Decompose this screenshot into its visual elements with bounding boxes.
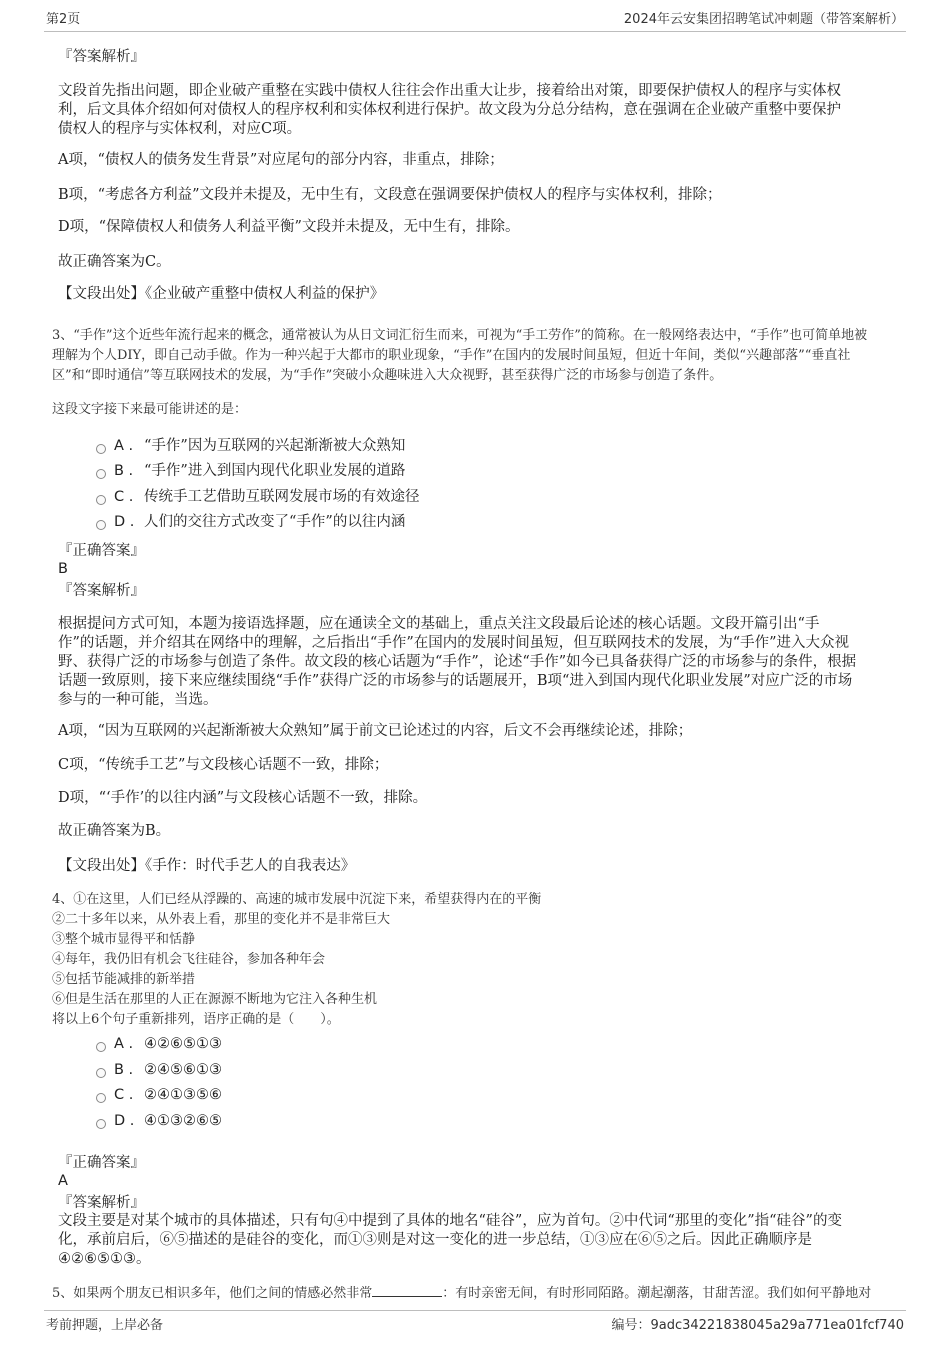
analysis-line: 文段首先指出问题，即企业破产重整在实践中债权人往往会作出重大让步，接着给出对策，即要保护债权人的程序与实体权 — [58, 83, 841, 99]
fill-in-blank — [372, 1282, 442, 1297]
stem-line: ②二十多年以来，从外表上看，那里的变化并不是非常巨大 — [52, 912, 391, 927]
option-letter: D . — [114, 1113, 135, 1129]
stem-line: ⑥但是生活在那里的人正在源源不断地为它注入各种生机 — [52, 992, 378, 1007]
option-text: ②④①③⑤⑥ — [144, 1087, 222, 1103]
q4-analysis-label: 『答案解析』 — [58, 1195, 145, 1211]
option-letter: C . — [114, 489, 134, 505]
q3-analysis-label: 『答案解析』 — [58, 583, 145, 599]
q2-option-b-analysis: B项，“考虑各方利益”文段并未提及，无中生有，文段意在强调要保护债权人的程序与实体权利，排除； — [58, 187, 722, 203]
analysis-line: 话题一致原则，接下来应继续围绕“手作”获得广泛的市场参与的话题展开，B项“进入到国内现代化职业发展”对应广泛的市场 — [58, 673, 853, 689]
q3-analysis-text — [58, 615, 894, 710]
option-letter: B . — [114, 1062, 134, 1078]
analysis-line: 根据提问方式可知，本题为接语选择题，应在通读全文的基础上，重点关注文段最后论述的核心话题。文段开篇引出“手 — [58, 616, 820, 632]
option-text: 人们的交往方式改变了“手作”的以往内涵 — [144, 514, 406, 530]
q3-answer-label: 『正确答案』 — [58, 543, 145, 559]
radio-icon[interactable] — [96, 469, 106, 479]
document-title: 2024年云安集团招聘笔试冲刺题（带答案解析） — [623, 12, 904, 27]
q4-option-c[interactable] — [96, 1085, 222, 1105]
q5-stem-after: ：有时亲密无间，有时形同陌路。潮起潮落，甘甜苦涩。我们如何平静地对 — [442, 1286, 872, 1301]
analysis-line: 化，承前启后，⑥⑤描述的是硅谷的变化，而①③则是对这一变化的进一步总结，①③应在⑥⑤之后。因此正确顺序是 — [58, 1232, 812, 1248]
q3-option-a-analysis: A项，“因为互联网的兴起渐渐被大众熟知”属于前文已论述过的内容，后文不会再继续论述，排除； — [58, 723, 693, 739]
q4-option-b[interactable] — [96, 1060, 222, 1080]
q3-source: 【文段出处】《手作：时代手艺人的自我表达》 — [58, 858, 356, 874]
analysis-line: 作”的话题，并介绍其在网络中的理解，之后指出“手作”在国内的发展时间虽短，但互联网技术的发展，为“手作”进入大众视 — [58, 635, 850, 651]
document-id: 编号：9adc34221838045a29a771ea01fcf740 — [611, 1318, 904, 1333]
page-number: 第2页 — [46, 12, 81, 27]
analysis-line: 文段主要是对某个城市的具体描述，只有句④中提到了具体的地名“硅谷”，应为首句。②中代词“那里的变化”指“硅谷”的变 — [58, 1213, 842, 1229]
radio-icon[interactable] — [96, 1068, 106, 1078]
radio-icon[interactable] — [96, 1042, 106, 1052]
option-letter: A . — [114, 438, 134, 454]
q3-option-b[interactable] — [96, 461, 405, 481]
option-letter: B . — [114, 463, 134, 479]
q4-analysis-text — [58, 1212, 894, 1269]
q5-stem-before: 5、如果两个朋友已相识多年，他们之间的情感必然非常 — [52, 1286, 373, 1301]
radio-icon[interactable] — [96, 1119, 106, 1129]
footer-divider — [44, 1310, 906, 1311]
q3-stem — [52, 326, 894, 386]
q4-answer: A — [58, 1173, 68, 1189]
analysis-line: 参与的一种可能，当选。 — [58, 692, 218, 708]
radio-icon[interactable] — [96, 444, 106, 454]
option-letter: D . — [114, 514, 135, 530]
q2-analysis-text — [58, 82, 894, 139]
q4-answer-label: 『正确答案』 — [58, 1155, 145, 1171]
option-text: ④①③②⑥⑤ — [144, 1113, 222, 1129]
option-letter: A . — [114, 1036, 134, 1052]
analysis-line: ④②⑥⑤①③。 — [58, 1251, 151, 1267]
q3-option-a[interactable] — [96, 436, 405, 456]
analysis-line: 债权人的程序与实体权利，对应C项。 — [58, 121, 302, 137]
q3-prompt: 这段文字接下来最可能讲述的是： — [52, 402, 248, 417]
option-text: 传统手工艺借助互联网发展市场的有效途径 — [144, 489, 420, 505]
q2-source: 【文段出处】《企业破产重整中债权人利益的保护》 — [58, 286, 385, 302]
q3-option-d-analysis: D项，“‘手作’的以往内涵”与文段核心话题不一致，排除。 — [58, 790, 428, 806]
q2-conclusion: 故正确答案为C。 — [58, 254, 171, 270]
option-letter: C . — [114, 1087, 134, 1103]
radio-icon[interactable] — [96, 1093, 106, 1103]
q4-option-a[interactable] — [96, 1034, 222, 1054]
option-text: ②④⑤⑥①③ — [144, 1062, 222, 1078]
radio-icon[interactable] — [96, 495, 106, 505]
q3-answer: B — [58, 561, 68, 577]
stem-line: 3、“手作”这个近些年流行起来的概念，通常被认为从日文词汇衍生而来，可视为“手工劳作”的简称。在一般网络表达中，“手作”也可简单地被 — [52, 328, 868, 343]
q3-option-c-analysis: C项，“传统手工艺”与文段核心话题不一致，排除； — [58, 757, 389, 773]
analysis-line: 野、获得广泛的市场参与创造了条件。故文段的核心话题为“手作”，论述“手作”如今已具备获得广泛的市场参与的条件，根据 — [58, 654, 857, 670]
stem-line: 将以上6个句子重新排列，语序正确的是（ ）。 — [52, 1012, 340, 1027]
q4-option-d[interactable] — [96, 1111, 222, 1131]
header-divider — [44, 31, 906, 32]
stem-line: 理解为个人DIY，即自己动手做。作为一种兴起于大都市的职业现象，“手作”在国内的发展时间虽短，但近十年间，类似“兴趣部落”“垂直社 — [52, 348, 851, 363]
option-text: “手作”因为互联网的兴起渐渐被大众熟知 — [144, 438, 406, 454]
q5-stem — [52, 1282, 894, 1304]
stem-line: ④每年，我仍旧有机会飞往硅谷，参加各种年会 — [52, 952, 326, 967]
stem-line: ③整个城市显得平和恬静 — [52, 932, 196, 947]
option-text: ④②⑥⑤①③ — [144, 1036, 222, 1052]
stem-line: ⑤包括节能减排的新举措 — [52, 972, 196, 987]
stem-line: 区”和“即时通信”等互联网技术的发展，为“手作”突破小众趣味进入大众视野，甚至获得广泛的市场参与创造了条件。 — [52, 368, 723, 383]
q2-option-a-analysis: A项，“债权人的债务发生背景”对应尾句的部分内容，非重点，排除； — [58, 152, 504, 168]
stem-line: 4、①在这里，人们已经从浮躁的、高速的城市发展中沉淀下来，希望获得内在的平衡 — [52, 892, 542, 907]
radio-icon[interactable] — [96, 520, 106, 530]
q3-conclusion: 故正确答案为B。 — [58, 823, 171, 839]
q2-analysis-label: 『答案解析』 — [58, 49, 145, 65]
q3-option-d[interactable] — [96, 512, 405, 532]
option-text: “手作”进入到国内现代化职业发展的道路 — [144, 463, 406, 479]
q4-stem — [52, 890, 894, 1030]
footer-slogan: 考前押题，上岸必备 — [46, 1318, 164, 1333]
q3-option-c[interactable] — [96, 487, 420, 507]
q2-option-d-analysis: D项，“保障债权人和债务人利益平衡”文段并未提及，无中生有，排除。 — [58, 219, 520, 235]
analysis-line: 利，后文具体介绍如何对债权人的程序权利和实体权利进行保护。故文段为分总分结构，意在强调在企业破产重整中要保护 — [58, 102, 841, 118]
